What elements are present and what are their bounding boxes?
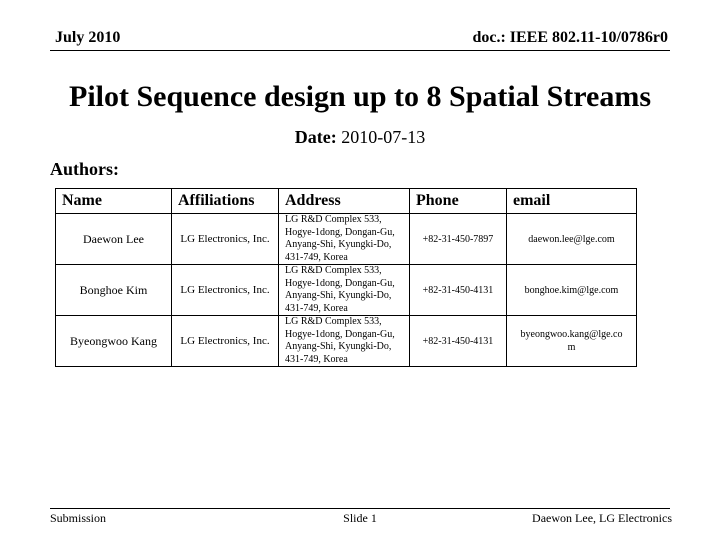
date-value: 2010-07-13 <box>341 127 426 147</box>
column-header-name: Name <box>56 189 172 214</box>
author-affiliation: LG Electronics, Inc. <box>172 316 279 367</box>
author-name: Daewon Lee <box>56 214 172 265</box>
column-header-affiliations: Affiliations <box>172 189 279 214</box>
table-header-row <box>56 189 637 214</box>
address-line: Anyang-Shi, Kyungki-Do, <box>285 290 392 301</box>
address-line: 431-749, Korea <box>285 302 348 314</box>
address-line: LG R&D Complex 533, <box>285 316 382 327</box>
author-phone: +82-31-450-7897 <box>410 214 507 265</box>
date-line <box>0 127 720 148</box>
address-line: 431-749, Korea <box>285 251 348 263</box>
column-header-address: Address <box>279 189 410 214</box>
author-email: daewon.lee@lge.com <box>507 214 637 265</box>
slide-title: Pilot Sequence design up to 8 Spatial Streams <box>69 80 651 113</box>
author-name: Bonghoe Kim <box>56 265 172 316</box>
email-line: m <box>567 342 576 353</box>
header-doc-id: doc.: IEEE 802.11-10/0786r0 <box>472 29 668 46</box>
email-line: byeongwoo.kang@lge.co <box>520 329 623 340</box>
address-line: Hogye-1dong, Dongan-Gu, <box>285 277 395 289</box>
author-address <box>279 316 410 367</box>
author-address <box>279 214 410 265</box>
footer-author: Daewon Lee, LG Electronics <box>532 511 672 525</box>
address-line: Hogye-1dong, Dongan-Gu, <box>285 226 395 238</box>
address-line: Anyang-Shi, Kyungki-Do, <box>285 341 392 352</box>
author-phone: +82-31-450-4131 <box>410 265 507 316</box>
author-affiliation: LG Electronics, Inc. <box>172 265 279 316</box>
author-email: bonghoe.kim@lge.com <box>507 265 637 316</box>
authors-table <box>55 188 637 367</box>
address-line: Hogye-1dong, Dongan-Gu, <box>285 328 395 340</box>
address-line: LG R&D Complex 533, <box>285 265 382 276</box>
author-phone: +82-31-450-4131 <box>410 316 507 367</box>
column-header-email: email <box>507 189 637 214</box>
header-date: July 2010 <box>55 29 121 46</box>
authors-label: Authors: <box>50 159 120 179</box>
footer-submission: Submission <box>50 511 107 525</box>
footer-slide-number: Slide 1 <box>343 511 377 525</box>
table-row <box>56 214 637 265</box>
table-row <box>56 265 637 316</box>
author-name: Byeongwoo Kang <box>56 316 172 367</box>
column-header-phone: Phone <box>410 189 507 214</box>
table-row <box>56 316 637 367</box>
author-address <box>279 265 410 316</box>
address-line: 431-749, Korea <box>285 353 348 365</box>
date-label: Date: <box>294 127 337 147</box>
footer-divider <box>50 508 670 509</box>
author-affiliation: LG Electronics, Inc. <box>172 214 279 265</box>
address-line: LG R&D Complex 533, <box>285 214 382 225</box>
header-divider <box>50 50 670 51</box>
author-email <box>507 316 637 367</box>
address-line: Anyang-Shi, Kyungki-Do, <box>285 239 392 250</box>
